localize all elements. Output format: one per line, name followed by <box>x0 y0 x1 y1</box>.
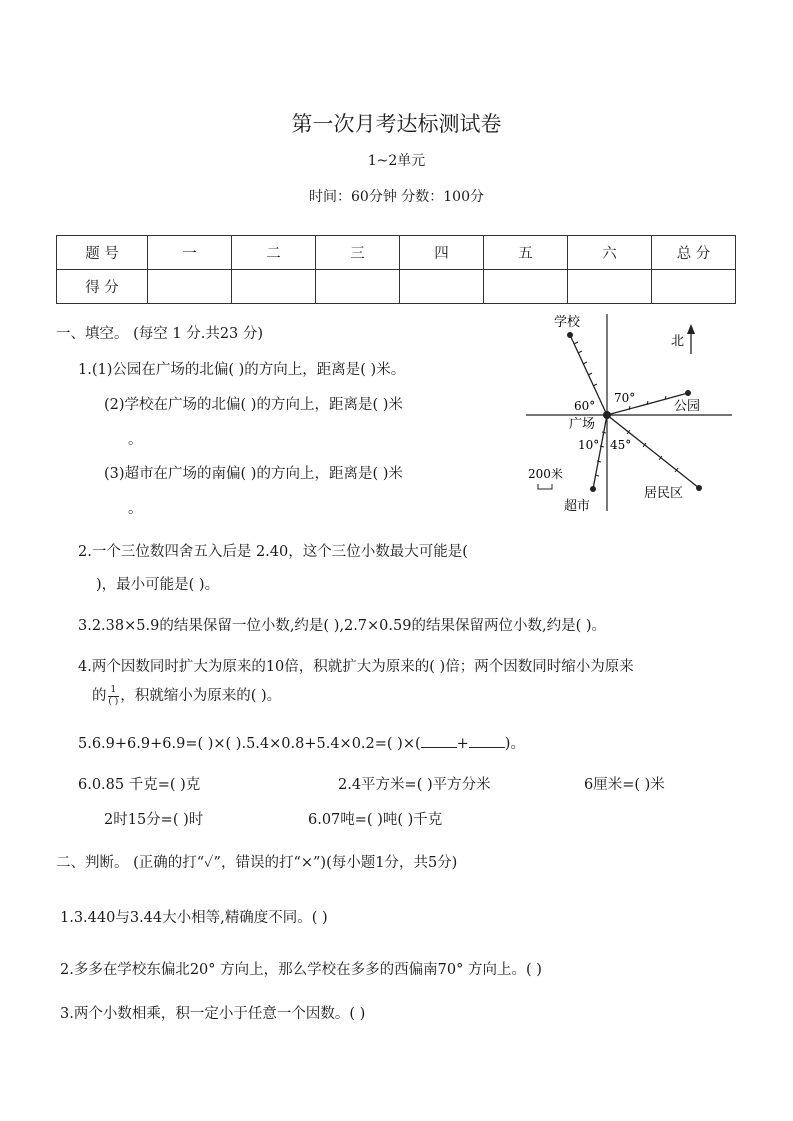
school-ray-ticks <box>574 342 597 386</box>
angle-45-label: 45° <box>610 438 632 452</box>
score-table-header-cell: 三 <box>316 236 400 270</box>
square-center-point <box>603 411 611 419</box>
score-table-header-cell: 二 <box>232 236 316 270</box>
judge-question-1: 1.3.440与3.44大小相等,精确度不同。( ) <box>60 910 328 926</box>
fraction-numerator: 1 <box>108 685 120 697</box>
judge-question-3: 3.两个小数相乘，积一定小于任意一个因数。( ) <box>60 1006 366 1022</box>
score-cell[interactable] <box>484 270 568 304</box>
score-table-score-label: 得 分 <box>57 270 148 304</box>
question-4-suffix: ，积就缩小为原来的( )。 <box>120 688 282 704</box>
section1-heading: 一、填空。 (每空 1 分.共23 分) <box>56 326 264 342</box>
score-cell[interactable] <box>568 270 652 304</box>
score-table-header-row <box>57 236 736 270</box>
question-6-d: 2时15分=( )时 <box>104 812 204 828</box>
score-cell[interactable] <box>652 270 736 304</box>
residential-label: 居民区 <box>644 486 684 501</box>
score-table-header-cell: 四 <box>400 236 484 270</box>
score-cell[interactable] <box>148 270 232 304</box>
supermarket-label: 超市 <box>564 499 591 514</box>
judge-question-2: 2.多多在学校东偏北20° 方向上，那么学校在多多的西偏南70° 方向上。( ) <box>60 962 542 978</box>
question-1-3-end: 。 <box>128 501 143 517</box>
question-3: 3.2.38×5.9的结果保留一位小数,约是( ),2.7×0.59的结果保留两位小数,约是( )。 <box>78 618 606 634</box>
score-table <box>56 235 736 304</box>
question-5-text: 5.6.9+6.9+6.9=( )×( ).5.4×0.8+5.4×0.2=( )×( <box>78 736 421 752</box>
angle-10-label: 10° <box>578 438 600 452</box>
fraction <box>108 685 120 708</box>
section2-heading: 二、判断。 (正确的打“✓”，错误的打“×”)(每小题1分，共5分) <box>56 855 458 871</box>
question-4-prefix: 的 <box>92 688 107 704</box>
park-label: 公园 <box>674 399 701 414</box>
score-cell[interactable] <box>400 270 484 304</box>
question-6-a: 6.0.85 千克=( )克 <box>78 777 201 793</box>
fraction-denominator: ( ) <box>108 696 119 707</box>
score-table-header-cell: 一 <box>148 236 232 270</box>
page-title: 第一次月考达标测试卷 <box>291 112 502 136</box>
north-label: 北 <box>671 334 685 349</box>
north-arrow-head-icon <box>687 324 695 334</box>
answer-blank[interactable] <box>421 733 457 748</box>
question-4-line2 <box>92 684 281 708</box>
question-6-c: 6厘米=( )米 <box>584 777 665 793</box>
question-6-e: 6.07吨=( )吨( )千克 <box>308 812 443 828</box>
question-1-1: 1.(1)公园在广场的北偏( )的方向上，距离是( )米。 <box>78 362 406 378</box>
square-label: 广场 <box>569 417 596 432</box>
time-score-line: 时间：60分钟 分数：100分 <box>309 189 484 205</box>
answer-blank[interactable] <box>469 733 505 748</box>
score-table-header-total: 总 分 <box>652 236 736 270</box>
question-5 <box>78 732 525 753</box>
score-cell[interactable] <box>232 270 316 304</box>
question-1-2: (2)学校在广场的北偏( )的方向上，距离是( )米 <box>104 397 403 413</box>
score-table-header-label: 题 号 <box>57 236 148 270</box>
unit-subtitle: 1~2单元 <box>367 153 426 169</box>
angle-60-label: 60° <box>574 399 596 413</box>
score-table-header-cell: 五 <box>484 236 568 270</box>
school-label: 学校 <box>554 315 581 330</box>
school-point <box>567 332 573 338</box>
supermarket-ray <box>593 415 607 489</box>
question-6-b: 2.4平方米=( )平方分米 <box>338 777 491 793</box>
question-4-line1: 4.两个因数同时扩大为原来的10倍，积就扩大为原来的( )倍；两个因数同时缩小为原来 <box>78 659 634 675</box>
plus-sign: + <box>456 736 469 752</box>
scale-bar-icon <box>538 484 552 489</box>
scale-label: 200米 <box>528 467 563 481</box>
question-2-line1: 2.一个三位数四舍五入后是 2.40，这个三位小数最大可能是( <box>78 544 468 560</box>
score-table-header-cell: 六 <box>568 236 652 270</box>
score-cell[interactable] <box>316 270 400 304</box>
residential-point <box>696 485 702 491</box>
angle-70-label: 70° <box>614 391 636 405</box>
supermarket-point <box>590 486 596 492</box>
direction-map <box>518 306 743 518</box>
question-5-end: )。 <box>504 736 525 752</box>
question-1-3: (3)超市在广场的南偏( )的方向上，距离是( )米 <box>104 466 403 482</box>
park-point <box>685 390 691 396</box>
question-1-2-end: 。 <box>128 432 143 448</box>
question-2-line2: )，最小可能是( )。 <box>96 577 220 593</box>
score-table-score-row <box>57 270 736 304</box>
